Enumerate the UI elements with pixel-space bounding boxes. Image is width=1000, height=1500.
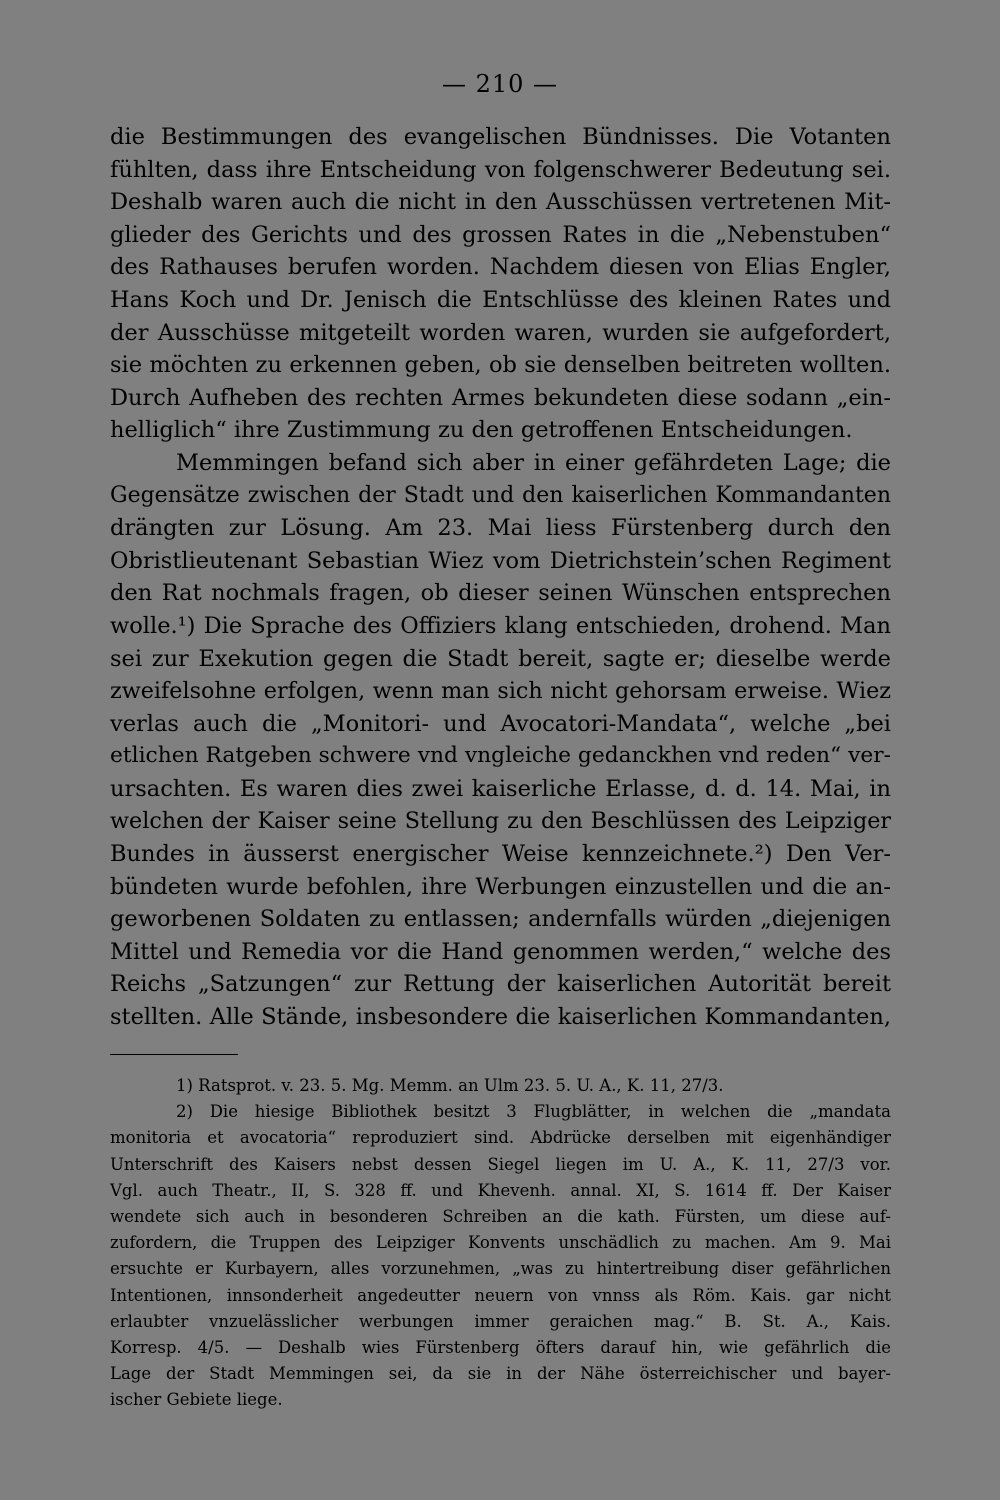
body-line: Durch Aufheben des rechten Armes bekundeten diese sodann „ein-: [110, 384, 891, 411]
body-line: verlas auch die „Monitori- und Avocatori-Mandata“, welche „bei: [110, 710, 891, 737]
footnote-line: Unterschrift des Kaisers nebst dessen Siegel liegen im U. A., K. 11, 27/3 vor.: [110, 1154, 891, 1174]
body-line: sei zur Exekution gegen die Stadt bereit, sagte er; dieselbe werde: [110, 645, 891, 672]
body-line: Hans Koch und Dr. Jenisch die Entschlüsse des kleinen Rates und: [110, 286, 891, 313]
body-line: den Rat nochmals fragen, ob dieser seinen Wünschen entsprechen: [110, 580, 891, 607]
footnote-line: ersuchte er Kurbayern, alles vorzunehmen, „was zu hintertreibung diser gefährlichen: [110, 1259, 891, 1279]
body-text: [110, 121, 891, 1034]
footnote-line: Vgl. auch Theatr., II, S. 328 ff. und Khevenh. annal. XI, S. 1614 ff. Der Kaiser: [110, 1180, 891, 1200]
body-line: der Ausschüsse mitgeteilt worden waren, wurden sie aufgefordert,: [110, 319, 891, 346]
footnotes: [110, 1073, 891, 1413]
body-line: Bundes in äusserst energischer Weise kennzeichnete.²) Den Ver-: [110, 841, 891, 868]
body-line: zweifelsohne erfolgen, wenn man sich nicht gehorsam erweise. Wiez: [110, 678, 891, 705]
body-line: drängten zur Lösung. Am 23. Mai liess Fürstenberg durch den: [110, 515, 891, 542]
body-line: wolle.¹) Die Sprache des Offiziers klang entschieden, drohend. Man: [110, 612, 891, 639]
body-line: die Bestimmungen des evangelischen Bündnisses. Die Votanten: [110, 124, 891, 150]
body-line: stellten. Alle Stände, insbesondere die kaiserlichen Kommandanten,: [110, 1004, 891, 1031]
body-line: etlichen Ratgeben schwere vnd vngleiche gedanckhen vnd reden“ ver-: [110, 743, 891, 769]
footnote-line: 1) Ratsprot. v. 23. 5. Mg. Memm. an Ulm 23. 5. U. A., K. 11, 27/3.: [176, 1076, 724, 1095]
body-line: Obristlieutenant Sebastian Wiez vom Dietrichstein’schen Regiment: [110, 547, 891, 574]
footnote-line: Lage der Stadt Memmingen sei, da sie in der Nähe österreichischer und bayer-: [110, 1364, 891, 1384]
body-line: bündeten wurde befohlen, ihre Werbungen einzustellen und die an-: [110, 873, 891, 900]
body-line: Reichs „Satzungen“ zur Rettung der kaiserlichen Autorität bereit: [110, 971, 891, 998]
page-number: — 210 —: [441, 70, 559, 98]
footnote-line: ischer Gebiete liege.: [110, 1390, 283, 1410]
body-line: glieder des Gerichts und des grossen Rates in die „Nebenstuben“: [110, 221, 891, 248]
body-line: Gegensätze zwischen der Stadt und den kaiserlichen Kommandanten: [110, 482, 891, 508]
body-line: sie möchten zu erkennen geben, ob sie denselben beitreten wollten.: [110, 352, 891, 379]
footnote-rule: [110, 1054, 238, 1055]
body-line: helliglich“ ihre Zustimmung zu den getroffenen Entscheidungen.: [110, 417, 853, 444]
body-line: Memmingen befand sich aber in einer gefährdeten Lage; die: [176, 449, 891, 476]
body-line: ursachten. Es waren dies zwei kaiserliche Erlasse, d. d. 14. Mai, in: [110, 775, 891, 802]
footnote-line: zufordern, die Truppen des Leipziger Konvents unschädlich zu machen. Am 9. Mai: [110, 1233, 891, 1253]
body-line: fühlten, dass ihre Entscheidung von folgenschwerer Bedeutung sei.: [110, 156, 891, 183]
body-line: welchen der Kaiser seine Stellung zu den Beschlüssen des Leipziger: [110, 808, 891, 835]
footnote-line: Intentionen, innsonderheit angedeutter neuern von vnnss als Röm. Kais. gar nicht: [110, 1285, 891, 1305]
body-line: Mittel und Remedia vor die Hand genommen werden,“ welche des: [110, 938, 891, 965]
body-line: des Rathauses berufen worden. Nachdem diesen von Elias Engler,: [110, 254, 891, 281]
footnote-line: erlaubter vnzuelässlicher werbungen immer geraichen mag.“ B. St. A., Kais.: [110, 1311, 891, 1331]
footnote-line: Korresp. 4/5. — Deshalb wies Fürstenberg öfters darauf hin, wie gefährlich die: [110, 1337, 891, 1357]
footnote-line: monitoria et avocatoria“ reproduziert sind. Abdrücke derselben mit eigenhändiger: [110, 1128, 891, 1148]
body-line: geworbenen Soldaten zu entlassen; andernfalls würden „diejenigen: [110, 906, 891, 933]
body-line: Deshalb waren auch die nicht in den Ausschüssen vertretenen Mit-: [110, 189, 891, 216]
footnote-line: 2) Die hiesige Bibliothek besitzt 3 Flugblätter, in welchen die „mandata: [176, 1102, 891, 1122]
footnote-line: wendete sich auch in besonderen Schreiben an die kath. Fürsten, um diese auf-: [110, 1206, 891, 1226]
